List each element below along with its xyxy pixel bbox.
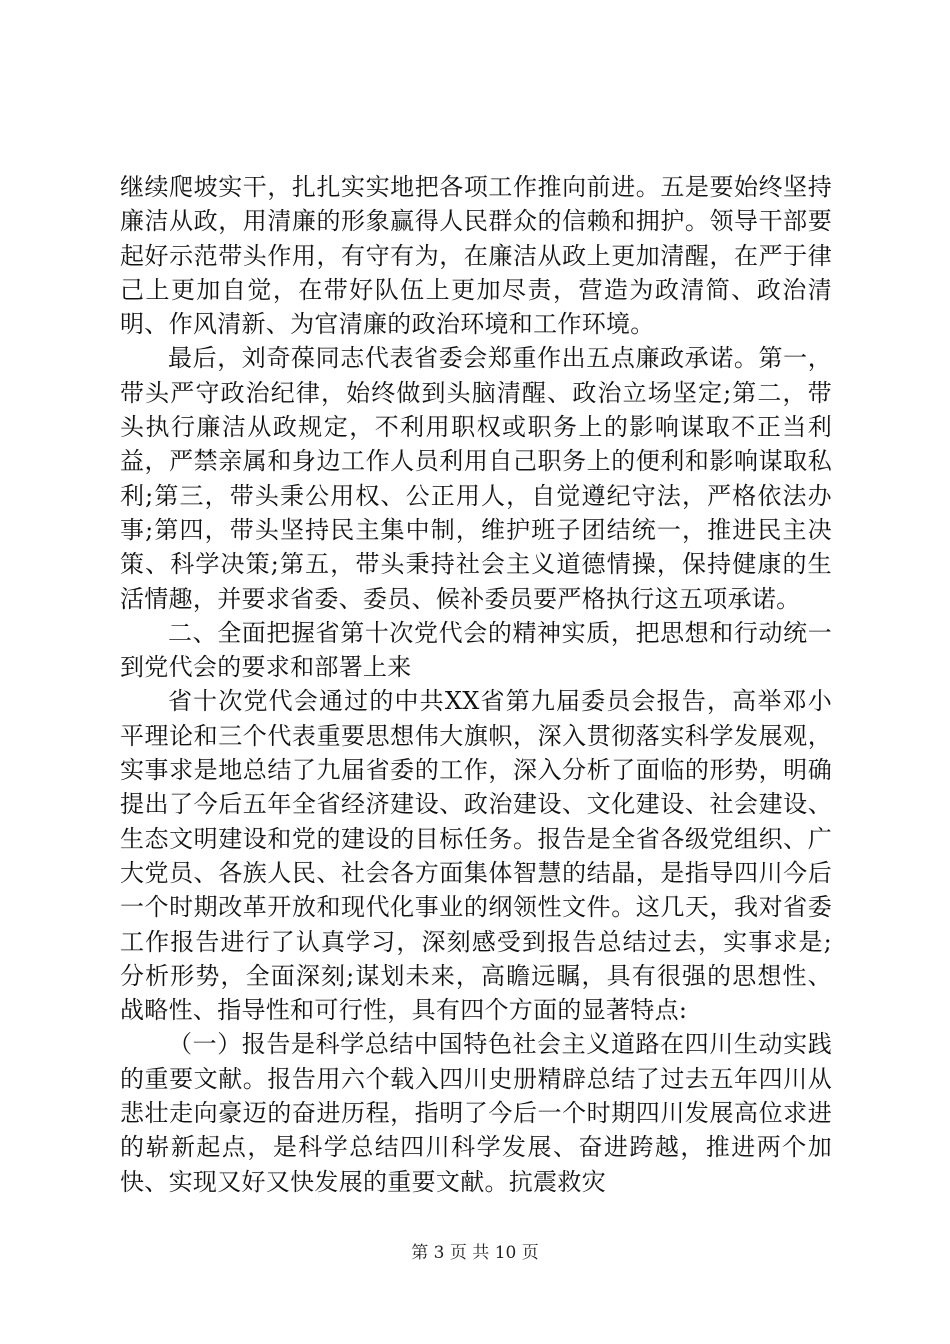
body-text: [120, 170, 832, 1199]
paragraph-integrity-pledges: 最后，刘奇葆同志代表省委会郑重作出五点廉政承诺。第一，带头严守政治纪律，始终做到头脑清醒、政治立场坚定;第二，带头执行廉洁从政规定，不利用职权或职务上的影响谋取不正当利益，严禁亲属和身边工作人员利用自己职务上的便利和影响谋取私利;第三，带头秉公用权、公正用人，自觉遵纪守法，严格依法办事;第四，带头坚持民主集中制，维护班子团结统一，推进民主决策、科学决策;第五，带头秉持社会主义道德情操，保持健康的生活情趣，并要求省委、委员、候补委员要严格执行这五项承诺。: [120, 344, 832, 613]
section-heading-two: 二、全面把握省第十次党代会的精神实质，把思想和行动统一到党代会的要求和部署上来: [120, 618, 832, 682]
page-footer: 第 3 页 共 10 页: [411, 1243, 539, 1263]
paragraph-feature-one: （一）报告是科学总结中国特色社会主义道路在四川生动实践的重要文献。报告用六个载入四川史册精辟总结了过去五年四川从悲壮走向豪迈的奋进历程，指明了今后一个时期四川发展高位求进的崭新起点，是科学总结四川科学发展、奋进跨越，推进两个加快、实现又好又快发展的重要文献。抗震救灾: [120, 1030, 832, 1196]
paragraph-report-summary: 省十次党代会通过的中共XX省第九届委员会报告，高举邓小平理论和三个代表重要思想伟大旗帜，深入贯彻落实科学发展观，实事求是地总结了九届省委的工作，深入分析了面临的形势，明确提出了今后五年全省经济建设、政治建设、文化建设、社会建设、生态文明建设和党的建设的目标任务。报告是全省各级党组织、广大党员、各族人民、社会各方面集体智慧的结晶，是指导四川今后一个时期改革开放和现代化事业的纲领性文件。这几天，我对省委工作报告进行了认真学习，深刻感受到报告总结过去，实事求是;分析形势，全面深刻;谋划未来，高瞻远瞩，具有很强的思想性、战略性、指导性和可行性，具有四个方面的显著特点:: [120, 687, 832, 1025]
paragraph-continuation: 继续爬坡实干，扎扎实实地把各项工作推向前进。五是要始终坚持廉洁从政，用清廉的形象赢得人民群众的信赖和拥护。领导干部要起好示范带头作用，有守有为，在廉洁从政上更加清醒，在严于律己上更加自觉，在带好队伍上更加尽责，营造为政清简、政治清明、作风清新、为官清廉的政治环境和工作环境。: [120, 173, 832, 339]
